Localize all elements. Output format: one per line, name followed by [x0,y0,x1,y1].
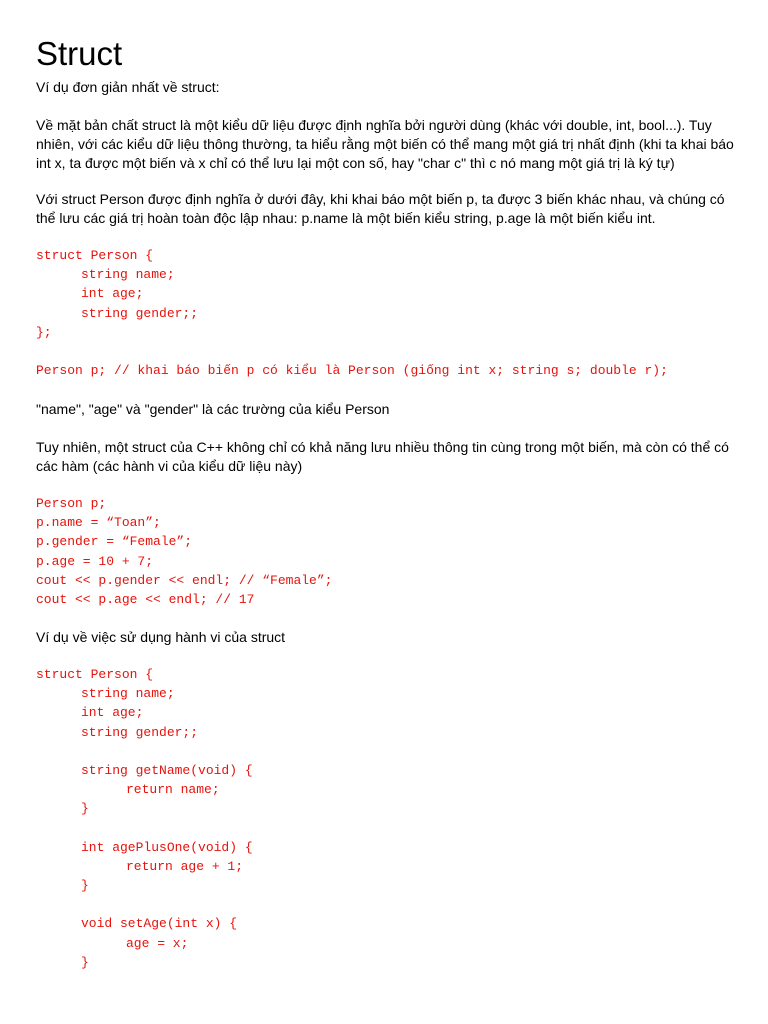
code-block-usage [36,494,736,609]
behavior-example-paragraph [36,628,726,647]
struct-definition-paragraph [36,116,734,174]
code-line: p.gender = “Female”; [36,534,193,550]
code-line: return name; [126,782,220,798]
code-line: int age; [81,286,144,302]
code-line: } [81,878,89,894]
code-line: int age; [81,705,144,721]
code-block-declaration [36,361,736,380]
code-line [36,819,736,838]
text-line: Với struct Person được định nghĩa ở dưới đây, khi khai báo một biến p, ta được 3 biến khác nhau, và chúng có [36,191,725,207]
text-line: các hàm (các hành vi của kiểu dữ liệu này) [36,458,303,475]
code-line: string name; [81,686,175,702]
text-line: Ví dụ đơn giản nhất về struct: [36,79,220,95]
text-line: Tuy nhiên, một struct của C++ không chỉ có khả năng lưu nhiều thông tin cùng trong một biến, mà còn có thể có [36,439,729,455]
text-line: int x, ta được một biến và x chỉ có thể lưu lại một con số, hay "char c" thì c nó mang một giá trị là ký tự) [36,155,675,172]
code-line: p.name = “Toan”; [36,515,161,531]
text-line: nhiên, với các kiểu dữ liệu thông thường, ta hiểu rằng một biến có thể mang một giá trị nhất định (khi ta khai báo [36,136,734,153]
text-line: Ví dụ về việc sử dụng hành vi của struct [36,629,286,645]
fields-paragraph [36,400,726,419]
code-line: age = x; [126,935,189,951]
intro-paragraph [36,78,726,97]
code-line: }; [36,324,52,340]
page-title: Struct [36,35,123,72]
code-line: void setAge(int x) { [81,916,238,932]
code-line: int agePlusOne(void) { [81,839,253,855]
code-line: } [81,954,89,970]
code-line: cout << p.gender << endl; // “Female”; [36,572,333,588]
person-struct-paragraph [36,190,726,228]
code-line: struct Person { [36,248,154,263]
code-line: } [81,801,89,817]
code-line: string gender;; [81,305,199,321]
code-line [36,895,736,914]
methods-intro-paragraph [36,438,729,476]
code-line: string gender;; [81,724,199,740]
text-line: Về mặt bản chất struct là một kiểu dữ liệu được định nghĩa bởi người dùng (khác với double, int, bool...). Tuy [36,117,712,133]
code-block-struct-person [36,246,736,342]
code-line: return age + 1; [126,858,244,874]
code-line [36,742,736,761]
code-block-struct-methods [36,665,736,972]
code-line: Person p; // khai báo biến p có kiểu là Person (giống int x; string s; double r); [36,363,668,378]
code-line: p.age = 10 + 7; [36,553,154,569]
code-line: struct Person { [36,667,154,682]
code-line: Person p; [36,496,107,511]
text-line: "name", "age" và "gender" là các trường của kiểu Person [36,401,390,417]
code-line: string getName(void) { [81,762,253,778]
code-line: string name; [81,267,175,283]
text-line: thể lưu các giá trị hoàn toàn độc lập nhau: p.name là một biến kiểu string, p.age là một biến kiểu int. [36,210,656,227]
code-line: cout << p.age << endl; // 17 [36,591,255,607]
